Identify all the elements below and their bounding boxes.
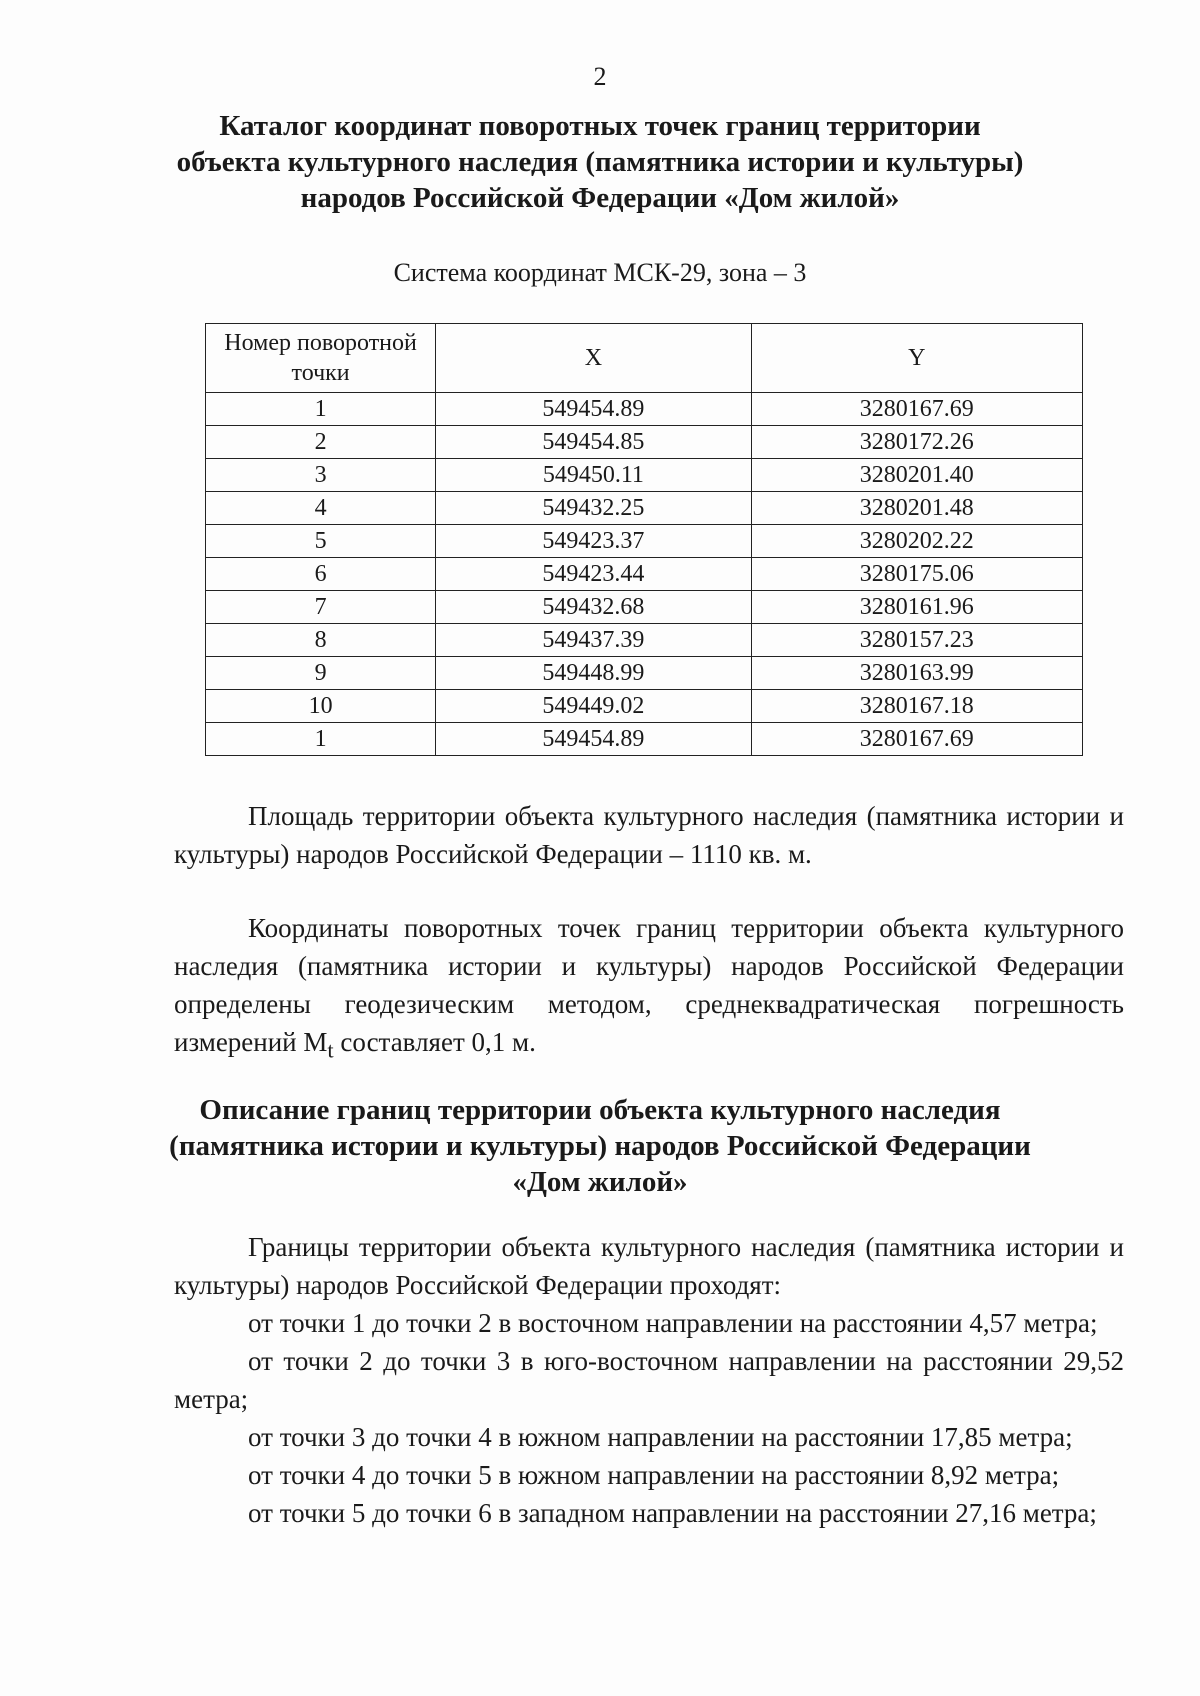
cell-y: 3280167.18: [751, 690, 1082, 723]
area-paragraph: [174, 797, 1124, 873]
cell-x: 549437.39: [436, 624, 751, 657]
bounds-item: от точки 2 до точки 3 в юго-восточном направлении на расстоянии 29,52 метра;: [174, 1346, 1124, 1414]
table-row: [206, 558, 1083, 591]
bounds-item: от точки 4 до точки 5 в южном направлении на расстоянии 8,92 метра;: [248, 1460, 1060, 1490]
coordinate-system-label: Система координат МСК-29, зона – 3: [393, 258, 807, 287]
bounds-item: от точки 5 до точки 6 в западном направлении на расстоянии 27,16 метра;: [248, 1498, 1097, 1528]
cell-y: 3280167.69: [751, 393, 1082, 426]
method-paragraph: [174, 909, 1124, 1069]
cell-point: 6: [206, 558, 436, 591]
bounds-intro: Границы территории объекта культурного наследия (памятника истории и культуры) народов Российской Федерации проходят:: [174, 1232, 1124, 1300]
catalog-title-line: объекта культурного наследия (памятника истории и культуры): [176, 146, 1024, 178]
method-text: [174, 909, 1124, 1069]
cell-point: 10: [206, 690, 436, 723]
method-text-before: Координаты поворотных точек границ территории объекта культурного наследия (памятника истории и культуры) народов Российской Федерации определены геодезическим методом, среднеквадратическая погрешность измерений M: [174, 913, 1124, 1057]
cell-x: 549432.68: [436, 591, 751, 624]
cell-x: 549423.37: [436, 525, 751, 558]
page-number: 2: [593, 62, 607, 91]
header-x: X: [436, 324, 751, 393]
bounds-description: [174, 1228, 1124, 1532]
table-row: [206, 591, 1083, 624]
method-text-after: составляет 0,1 м.: [333, 1027, 536, 1057]
cell-point: 7: [206, 591, 436, 624]
cell-y: 3280202.22: [751, 525, 1082, 558]
table-header-row: [206, 324, 1083, 393]
table-row: [206, 426, 1083, 459]
catalog-title: [150, 108, 1050, 216]
cell-point: 8: [206, 624, 436, 657]
table-row: [206, 723, 1083, 756]
cell-x: 549454.89: [436, 393, 751, 426]
cell-y: 3280172.26: [751, 426, 1082, 459]
cell-point: 2: [206, 426, 436, 459]
description-title-line: «Дом жилой»: [512, 1166, 688, 1198]
bounds-item: от точки 3 до точки 4 в южном направлении на расстоянии 17,85 метра;: [248, 1422, 1073, 1452]
cell-point: 1: [206, 393, 436, 426]
table-row: [206, 492, 1083, 525]
table-row: [206, 657, 1083, 690]
description-title: [140, 1092, 1060, 1200]
cell-y: 3280201.48: [751, 492, 1082, 525]
catalog-title-line: народов Российской Федерации «Дом жилой»: [300, 182, 900, 214]
cell-point: 3: [206, 459, 436, 492]
table-row: [206, 525, 1083, 558]
table-row: [206, 624, 1083, 657]
header-point-number: Номер поворотной точки: [206, 324, 436, 393]
cell-y: 3280167.69: [751, 723, 1082, 756]
header-y: Y: [751, 324, 1082, 393]
table-row: [206, 690, 1083, 723]
coordinates-table: [205, 323, 1083, 756]
description-title-line: (памятника истории и культуры) народов Российской Федерации: [169, 1130, 1031, 1162]
cell-y: 3280157.23: [751, 624, 1082, 657]
bounds-item: от точки 1 до точки 2 в восточном направлении на расстоянии 4,57 метра;: [248, 1308, 1098, 1338]
cell-y: 3280201.40: [751, 459, 1082, 492]
catalog-title-line: Каталог координат поворотных точек границ территории: [219, 110, 981, 142]
cell-x: 549423.44: [436, 558, 751, 591]
cell-point: 4: [206, 492, 436, 525]
cell-x: 549454.85: [436, 426, 751, 459]
table-row: [206, 459, 1083, 492]
cell-point: 1: [206, 723, 436, 756]
cell-x: 549454.89: [436, 723, 751, 756]
table-row: [206, 393, 1083, 426]
cell-point: 9: [206, 657, 436, 690]
cell-x: 549432.25: [436, 492, 751, 525]
cell-point: 5: [206, 525, 436, 558]
cell-y: 3280161.96: [751, 591, 1082, 624]
cell-x: 549450.11: [436, 459, 751, 492]
cell-x: 549449.02: [436, 690, 751, 723]
method-subscript: t: [327, 1037, 334, 1063]
area-text: Площадь территории объекта культурного наследия (памятника истории и культуры) народов Российской Федерации – 1110 кв. м.: [174, 801, 1124, 869]
cell-y: 3280175.06: [751, 558, 1082, 591]
cell-x: 549448.99: [436, 657, 751, 690]
cell-y: 3280163.99: [751, 657, 1082, 690]
description-title-line: Описание границ территории объекта культурного наследия: [199, 1094, 1001, 1126]
